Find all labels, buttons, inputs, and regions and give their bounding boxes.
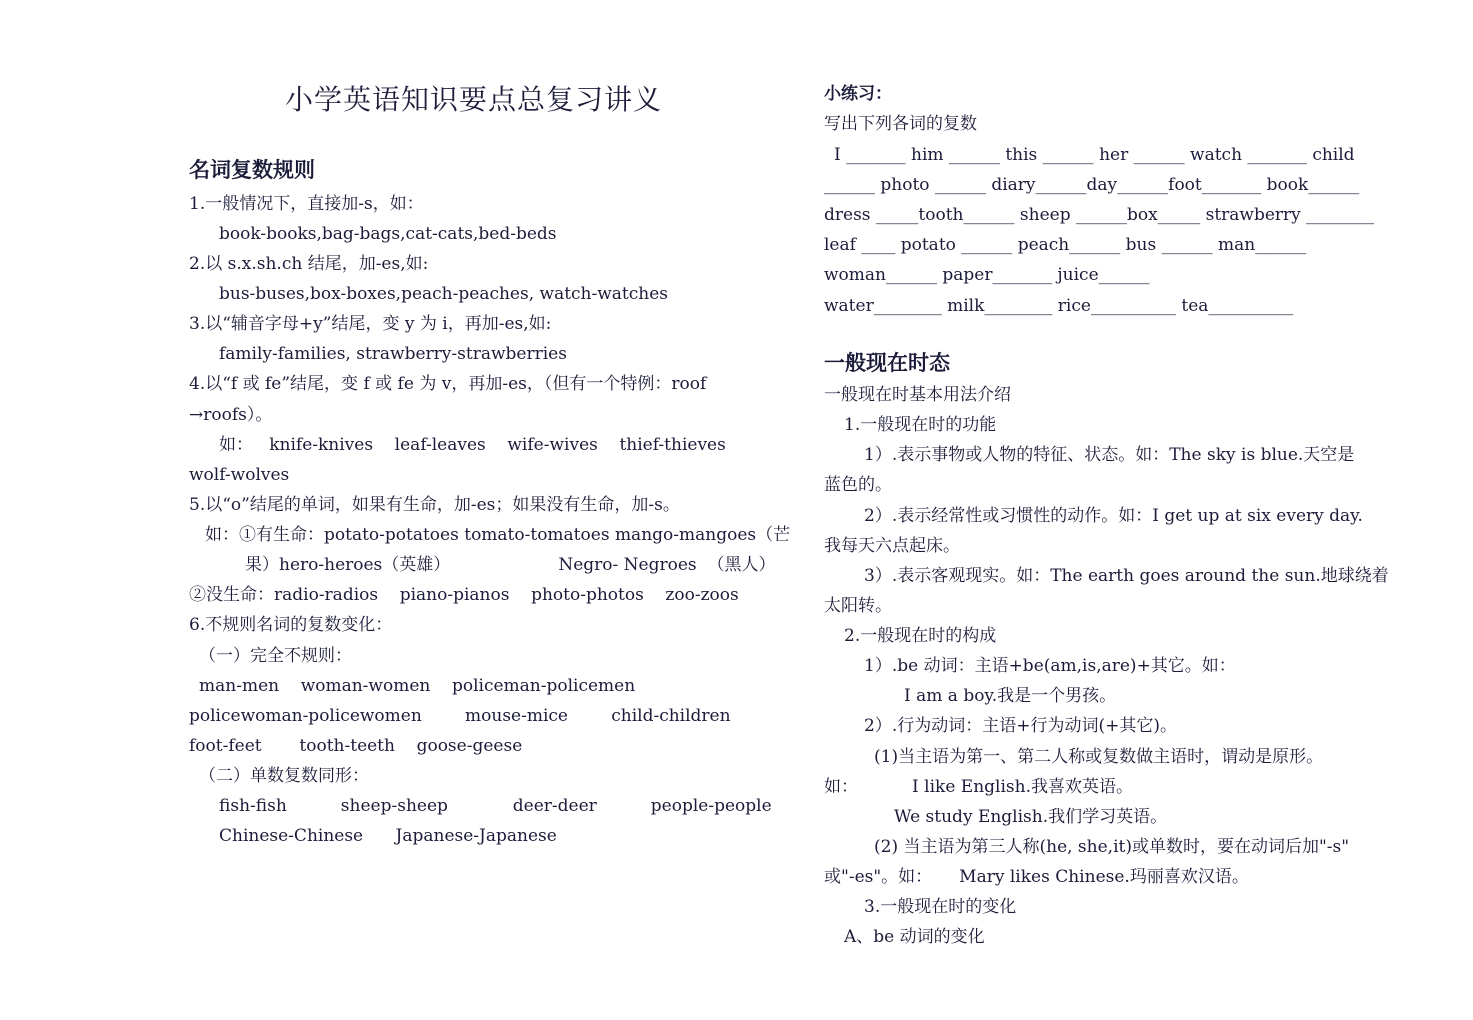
rule-line: policewoman-policewomen mouse-mice child-children [189,706,731,726]
tense-line: 1）.be 动词：主语+be(am,is,are)+其它。如： [864,656,1236,676]
tense-line: (2) 当主语为第三人称(he, she,it)或单数时，要在动词后加"-s" [874,837,1350,857]
rule-line: 1.一般情况下，直接加-s，如： [189,194,424,214]
tense-line: 如： I like English.我喜欢英语。 [824,777,1133,797]
rule-line: bus-buses,box-boxes,peach-peaches, watch-watches [219,284,669,304]
tense-line: (1)当主语为第一、第二人称或复数做主语时，谓动是原形。 [874,747,1324,767]
exercise-line: I _______ him ______ this ______ her ______ watch _______ child [834,145,1355,165]
tense-line: 1）.表示事物或人物的特征、状态。如：The sky is blue.天空是 [864,445,1355,465]
tense-line: A、be 动词的变化 [844,927,985,947]
rule-line: （一）完全不规则： [199,646,352,666]
exercise-line: woman______ paper_______ juice______ [824,265,1150,285]
rule-line: book-books,bag-bags,cat-cats,bed-beds [219,224,557,244]
tense-line: 太阳转。 [824,596,892,616]
rule-line: 3.以“辅音字母+y”结尾，变 y 为 i，再加-es,如: [189,314,552,334]
tense-line: 2）.表示经常性或习惯性的动作。如：I get up at six every day. [864,506,1363,526]
section-heading-plural-rules: 名词复数规则 [189,157,315,182]
exercise-title: 小练习： [824,84,892,104]
exercise-line: dress _____tooth______ sheep ______box_____ strawberry ________ [824,205,1375,225]
tense-line: 1.一般现在时的功能 [844,415,997,435]
rule-line: foot-feet tooth-teeth goose-geese [189,736,523,756]
rule-line: Chinese-Chinese Japanese-Japanese [219,826,557,846]
section-heading-present-tense: 一般现在时态 [824,350,950,375]
tense-line: 蓝色的。 [824,475,892,495]
rule-line: 果）hero-heroes（英雄） Negro- Negroes （黑人） [245,555,776,575]
tense-line: I am a boy.我是一个男孩。 [904,686,1117,706]
rule-line: ②没生命：radio-radios piano-pianos photo-photos zoo-zoos [189,585,739,605]
rule-line: family-families, strawberry-strawberries [219,344,567,364]
rule-line: 5.以“o”结尾的单词，如果有生命，加-es；如果没有生命，加-s。 [189,495,680,515]
tense-line: We study English.我们学习英语。 [894,807,1168,827]
rule-line: 如：①有生命：potato-potatoes tomato-tomatoes mango-mangoes（芒 [205,525,791,545]
rule-line: 如： knife-knives leaf-leaves wife-wives thief-thieves [219,435,726,455]
rule-line: 2.以 s.x.sh.ch 结尾，加-es,如: [189,254,429,274]
tense-line: 一般现在时基本用法介绍 [824,385,1011,405]
rule-line: man-men woman-women policeman-policemen [199,676,636,696]
tense-line: 2.一般现在时的构成 [844,626,997,646]
rule-line: 6.不规则名词的复数变化： [189,615,393,635]
tense-line: 3.一般现在时的变化 [864,897,1017,917]
exercise-line: 写出下列各词的复数 [824,114,977,134]
rule-line: →roofs）。 [189,405,273,425]
exercise-line: water________ milk________ rice__________ tea__________ [824,296,1294,316]
exercise-line: leaf ____ potato ______ peach______ bus ______ man______ [824,235,1307,255]
rule-line: 4.以“f 或 fe”结尾，变 f 或 fe 为 v，再加-es，（但有一个特例：roof [189,374,707,394]
document-title: 小学英语知识要点总复习讲义 [285,83,663,116]
exercise-line: ______ photo ______ diary______day______foot_______ book______ [824,175,1360,195]
tense-line: 或"-es"。如： Mary likes Chinese.玛丽喜欢汉语。 [824,867,1249,887]
tense-line: 3）.表示客观现实。如：The earth goes around the sun.地球绕着 [864,566,1389,586]
tense-line: 我每天六点起床。 [824,536,960,556]
rule-line: （二）单数复数同形： [199,766,369,786]
rule-line: wolf-wolves [189,465,290,485]
rule-line: fish-fish sheep-sheep deer-deer people-people [219,796,772,816]
tense-line: 2）.行为动词：主语+行为动词(+其它)。 [864,716,1177,736]
